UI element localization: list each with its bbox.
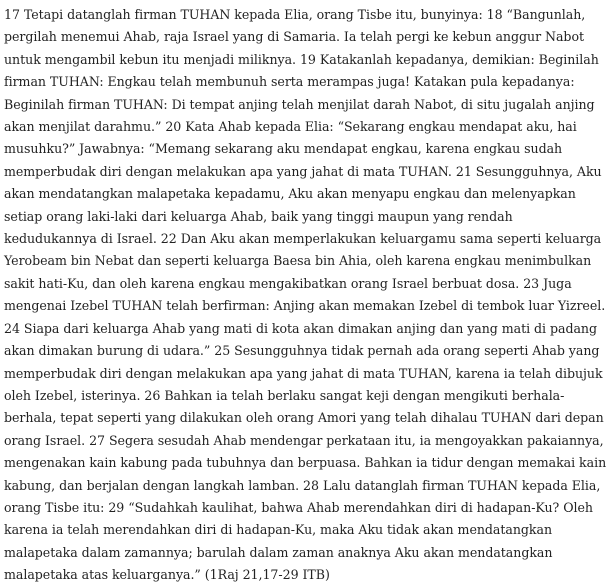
verse-text: Lalu datanglah firman TUHAN kepada Elia, orang Tisbe itu:: [4, 477, 601, 515]
verse-number: 28: [303, 477, 319, 493]
verse-number: 27: [89, 432, 105, 448]
verse-text: Sesungguhnya, Aku akan mendatangkan malapetaka kepadamu, Aku akan menyapu engkau dan melenyapkan setiap orang laki-laki dari keluarga Ahab, baik yang tinggi maupun yang rendah kedudukannya di Israel.: [4, 163, 602, 247]
verse-text: Tetapi datanglah firman TUHAN kepada Elia, orang Tisbe itu, bunyinya:: [23, 7, 483, 22]
verse-text: “Bangunlah, pergilah menemui Ahab, raja Israel yang di Samaria. Ia telah pergi ke kebun anggur Nabot untuk mengambil kebun itu menjadi miliknya.: [4, 7, 586, 67]
verse-number: 26: [144, 387, 161, 403]
passage-reference: (1Raj 21,17-29 ITB): [204, 567, 330, 583]
verse-number: 22: [160, 231, 177, 247]
verse-number: 29: [108, 499, 125, 515]
verse-number: 17: [4, 7, 20, 22]
verse-number: 24: [4, 320, 20, 336]
verse-text: Siapa dari keluarga Ahab yang mati di kota akan dimakan anjing dan yang mati di padang akan dimakan burung di udara.”: [4, 320, 598, 359]
verse-text: Katakanlah kepadanya, demikian: Beginilah firman TUHAN: Engkau telah membunuh serta merampas juga! Katakan pula kepadanya: Beginilah firman TUHAN: Di tempat anjing telah menjilat darah Nabot, di situ jugalah anjing akan menjilat darahmu.”: [4, 51, 599, 135]
verse-number: 25: [214, 343, 231, 359]
passage-paragraph: [4, 4, 607, 587]
verse-text: Juga mengenai Izebel TUHAN telah berfirman: Anjing akan memakan Izebel di tembok luar Yizreel.: [4, 275, 606, 314]
verse-number: 18: [486, 7, 503, 22]
verse-text: Segera sesudah Ahab mendengar perkataan itu, ia mengoyakkan pakaiannya, mengenakan kain kabung pada tubuhnya dan berpuasa. Bahkan ia tidur dengan memakai kain kabung, dan berjalan dengan langkah lamban.: [4, 432, 607, 493]
verse-number: 21: [455, 163, 472, 179]
verse-text: “Sudahkah kaulihat, bahwa Ahab merendahkan diri di hadapan-Ku? Oleh karena ia telah merendahkan diri di hadapan-Ku, maka Aku tidak akan mendatangkan malapetaka dalam zamannya; barulah dalam zaman anaknya Aku akan mendatangkan malapetaka atas keluarganya.”: [4, 499, 593, 583]
verse-text: Dan Aku akan memperlakukan keluargamu sama seperti keluarga Yerobeam bin Nebat dan seperti keluarga Baesa bin Ahia, oleh karena engkau menimbulkan sakit hati-Ku, dan oleh karena engkau mengakibatkan orang Israel berbuat dosa.: [4, 231, 602, 291]
verse-number: 20: [165, 119, 182, 135]
verse-text: Kata Ahab kepada Elia: “Sekarang engkau mendapat aku, hai musuhku?” Jawabnya: “Memang sekarang aku mendapat engkau, karena engkau sudah memperbudak diri dengan melakukan apa yang jahat di mata TUHAN.: [4, 119, 577, 179]
verse-text: Sesungguhnya tidak pernah ada orang seperti Ahab yang memperbudak diri dengan melakukan apa yang jahat di mata TUHAN, karena ia telah dibujuk oleh Izebel, isterinya.: [4, 343, 603, 403]
verse-text: Bahkan ia telah berlaku sangat keji dengan mengikuti berhala-berhala, tepat seperti yang dilakukan oleh orang Amori yang telah dihalau TUHAN dari depan orang Israel.: [4, 387, 604, 448]
verse-number: 23: [523, 275, 540, 291]
verse-number: 19: [299, 51, 316, 67]
